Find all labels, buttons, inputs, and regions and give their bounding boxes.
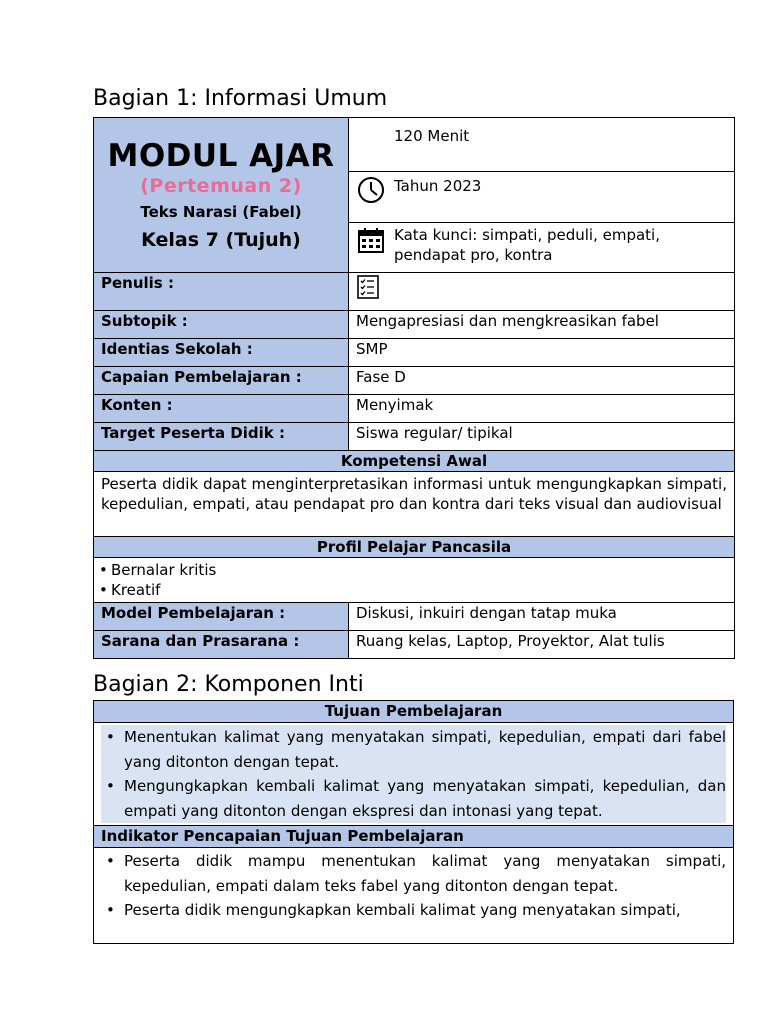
section-title-informasi-umum: Bagian 1: Informasi Umum bbox=[93, 86, 388, 111]
subtopik-label: Subtopik : bbox=[94, 311, 349, 339]
model-label: Model Pembelajaran : bbox=[94, 603, 349, 631]
section-title-komponen-inti: Bagian 2: Komponen Inti bbox=[93, 672, 364, 697]
subtopik-value: Mengapresiasi dan mengkreasikan fabel bbox=[349, 311, 735, 339]
profil-heading: Profil Pelajar Pancasila bbox=[94, 537, 735, 558]
durasi-cell bbox=[349, 118, 735, 172]
indikator-list-cell bbox=[94, 848, 734, 944]
capaian-value: Fase D bbox=[349, 367, 735, 395]
clock-icon bbox=[356, 174, 386, 204]
capaian-label: Capaian Pembelajaran : bbox=[94, 367, 349, 395]
penulis-label: Penulis : bbox=[94, 273, 349, 311]
identitas-sekolah-label: Identias Sekolah : bbox=[94, 339, 349, 367]
konten-value: Menyimak bbox=[349, 395, 735, 423]
list-item: • Menentukan kalimat yang menyatakan simpati, kepedulian, empati dari fabel yang ditonton dengan tepat. bbox=[101, 725, 726, 774]
kompetensi-heading: Kompetensi Awal bbox=[94, 451, 735, 472]
kompetensi-text: Peserta didik dapat menginterpretasikan informasi untuk mengungkapkan simpati, kepedulian, empati, atau pendapat pro dan kontra dari teks visual dan audiovisual bbox=[94, 472, 735, 537]
modul-title-cell bbox=[94, 118, 349, 273]
calendar-icon bbox=[356, 225, 386, 255]
indikator-heading: Indikator Pencapaian Tujuan Pembelajaran bbox=[94, 826, 734, 848]
penulis-value-cell bbox=[349, 273, 735, 311]
profil-list bbox=[101, 560, 727, 600]
list-item: • Kreatif bbox=[101, 580, 727, 600]
pertemuan-label: (Pertemuan 2) bbox=[140, 175, 302, 197]
komponen-inti-table bbox=[93, 700, 734, 944]
list-item: • Peserta didik mampu menentukan kalimat yang menyatakan simpati, kepedulian, empati dalam teks fabel yang ditonton dengan tepat. bbox=[101, 849, 726, 898]
checklist-icon bbox=[356, 275, 386, 305]
tujuan-list-cell bbox=[94, 723, 734, 826]
tahun-cell bbox=[349, 172, 735, 223]
kata-kunci-text: Kata kunci: simpati, peduli, empati, pendapat pro, kontra bbox=[394, 226, 660, 264]
indikator-list bbox=[101, 849, 726, 923]
informasi-umum-table bbox=[93, 117, 735, 659]
target-value: Siswa regular/ tipikal bbox=[349, 423, 735, 451]
tujuan-list-wrap bbox=[101, 725, 726, 823]
sarana-value: Ruang kelas, Laptop, Proyektor, Alat tulis bbox=[349, 631, 735, 659]
model-value: Diskusi, inkuiri dengan tatap muka bbox=[349, 603, 735, 631]
modul-title: MODUL AJAR bbox=[107, 138, 335, 174]
profil-list-cell bbox=[94, 558, 735, 603]
kata-kunci-cell bbox=[349, 223, 735, 273]
target-label: Target Peserta Didik : bbox=[94, 423, 349, 451]
konten-label: Konten : bbox=[94, 395, 349, 423]
list-item: • Mengungkapkan kembali kalimat yang menyatakan simpati, kepedulian, dan empati yang ditonton dengan ekspresi dan intonasi yang tepat. bbox=[101, 774, 726, 823]
list-item: • Bernalar kritis bbox=[101, 560, 727, 580]
list-item: • Peserta didik mengungkapkan kembali kalimat yang menyatakan simpati, bbox=[101, 898, 726, 923]
tujuan-list bbox=[101, 725, 726, 823]
teks-label: Teks Narasi (Fabel) bbox=[140, 203, 302, 221]
tujuan-heading: Tujuan Pembelajaran bbox=[94, 701, 734, 723]
identitas-sekolah-value: SMP bbox=[349, 339, 735, 367]
durasi-text: 120 Menit bbox=[394, 127, 470, 145]
sarana-label: Sarana dan Prasarana : bbox=[94, 631, 349, 659]
tahun-text: Tahun 2023 bbox=[394, 177, 482, 195]
kelas-label: Kelas 7 (Tujuh) bbox=[141, 229, 301, 251]
